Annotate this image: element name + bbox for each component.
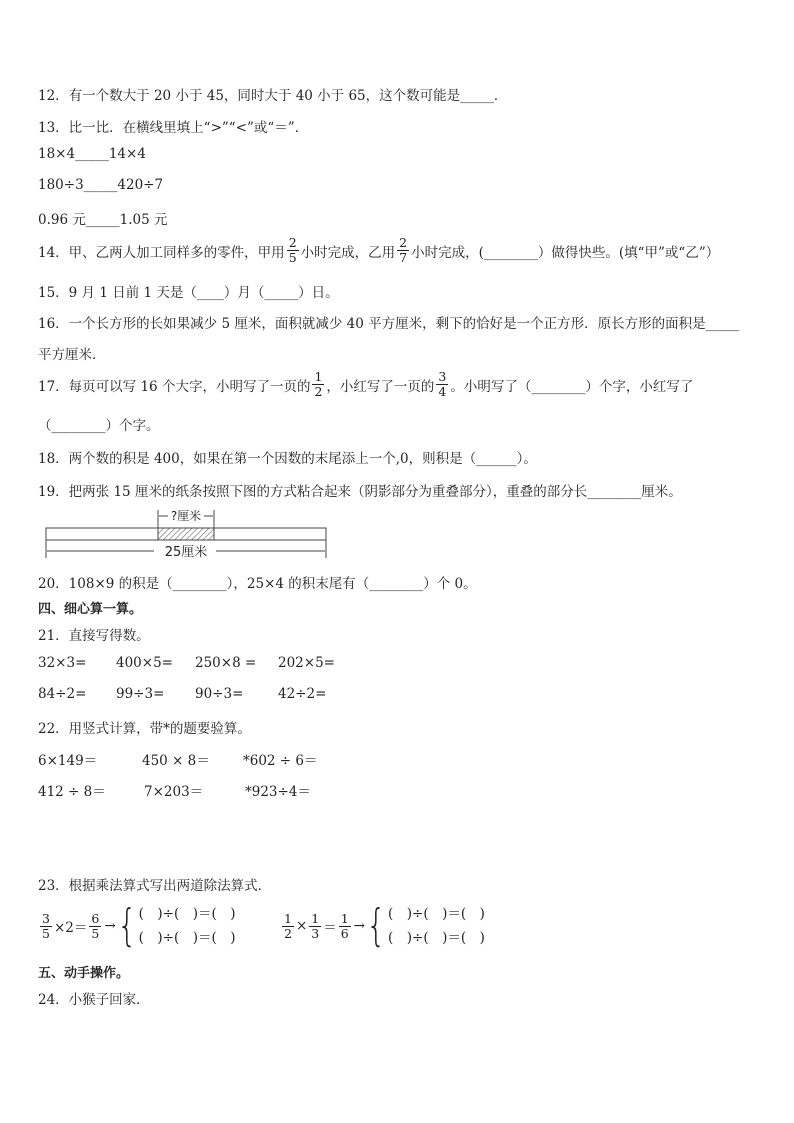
- fraction: $\frac{3}{4}$: [438, 369, 447, 399]
- vertical-calc: 450 × 8＝: [142, 753, 210, 769]
- arrow-icon: →: [104, 918, 116, 934]
- question-24: 24．小猴子回家．: [38, 992, 150, 1008]
- question-13: 13．比一比．在横线里填上“>”“<”或“＝”．: [38, 120, 309, 136]
- paper-strip-diagram: [44, 506, 334, 562]
- section-5-heading: 五、动手操作。: [38, 966, 130, 981]
- fraction: $\frac{6}{5}$: [91, 910, 100, 941]
- blank-row: ( )÷( )＝( ): [387, 930, 485, 946]
- question-16-cont: 平方厘米．: [38, 347, 106, 363]
- oral-calc: 250×8 =: [195, 655, 257, 671]
- oral-calc: 84÷2=: [38, 686, 87, 702]
- q23-left-group: $\frac{3}{5}$ ×2＝ $\frac{6}{5}$ → { ( )÷( )＝( ) ( )÷( )＝( ): [42, 900, 236, 951]
- question-18: 18．两个数的积是 400，如果在第一个因数的末尾添上一个,0，则积是（______）。: [38, 451, 537, 467]
- blank-row: ( )÷( )＝( ): [138, 906, 236, 922]
- question-21: 21．直接写得数。: [38, 628, 150, 644]
- brace-icon: {: [366, 900, 386, 951]
- oral-calc: 99÷3=: [116, 686, 165, 702]
- fraction: $\frac{3}{5}$: [42, 910, 50, 941]
- q13-item-3: 0.96 元_____1.05 元: [38, 212, 168, 228]
- vertical-calc: *602 ÷ 6＝: [243, 753, 318, 769]
- oral-calc: 32×3=: [38, 655, 87, 671]
- fraction: $\frac{1}{6}$: [340, 910, 349, 941]
- oral-calc: 400×5=: [116, 655, 173, 671]
- overlap-label: ?厘米: [170, 509, 202, 523]
- brace-icon: {: [116, 900, 137, 951]
- vertical-calc: 7×203＝: [144, 784, 204, 800]
- question-15: 15．9 月 1 日前 1 天是（____）月（_____）日。: [38, 285, 339, 301]
- fraction: $\frac{1}{2}$: [284, 910, 292, 941]
- vertical-calc: *923÷4＝: [245, 784, 311, 800]
- arrow-icon: →: [353, 918, 365, 934]
- vertical-calc: 6×149＝: [38, 753, 98, 769]
- question-17-cont: （________）个字。: [38, 418, 160, 434]
- question-22: 22．用竖式计算，带*的题要验算。: [38, 721, 251, 737]
- q13-item-1: 18×4_____14×4: [38, 146, 146, 162]
- q13-item-2: 180÷3_____420÷7: [38, 177, 164, 193]
- total-label: 25厘米: [164, 545, 208, 560]
- oral-calc: 42÷2=: [278, 686, 327, 702]
- question-20: 20．108×9 的积是（________），25×4 的积末尾有（________）个 0。: [38, 576, 477, 592]
- question-23: 23．根据乘法算式写出两道除法算式．: [38, 878, 272, 894]
- question-17: 17．每页可以写 16 个大字，小明写了一页的 $\frac{1}{2}$ ，小红写了一页的 $\frac{3}{4}$ 。小明写了（________）个字，小红写了: [38, 369, 694, 399]
- fraction: $\frac{1}{2}$: [314, 369, 323, 399]
- overlap-shaded: [158, 528, 214, 540]
- q23-right-group: $\frac{1}{2}$ × $\frac{1}{3}$ ＝ $\frac{1}{6}$ → { ( )÷( )＝( ) ( )÷( )＝( ): [284, 900, 485, 951]
- oral-calc: 90÷3=: [195, 686, 244, 702]
- oral-calc: 202×5=: [278, 655, 335, 671]
- blank-row: ( )÷( )＝( ): [387, 906, 485, 922]
- vertical-calc: 412 ÷ 8＝: [38, 784, 106, 800]
- question-14: 14．甲、乙两人加工同样多的零件，甲用 $\frac{2}{5}$ 小时完成，乙用 $\frac{2}{7}$ 小时完成，(________）做得快些。(填“甲”或“乙”）: [38, 235, 720, 265]
- section-4-heading: 四、细心算一算。: [38, 602, 143, 617]
- fraction: $\frac{2}{5}$: [288, 235, 297, 265]
- question-19: 19．把两张 15 厘米的纸条按照下图的方式粘合起来（阴影部分为重叠部分），重叠的部分长________厘米。: [38, 484, 682, 500]
- blank-row: ( )÷( )＝( ): [138, 930, 236, 946]
- fraction: $\frac{2}{7}$: [399, 235, 408, 265]
- question-12: 12．有一个数大于 20 小于 45，同时大于 40 小于 65，这个数可能是_____．: [38, 88, 508, 104]
- fraction: $\frac{1}{3}$: [311, 910, 320, 941]
- question-16: 16．一个长方形的长如果减少 5 厘米，面积就减少 40 平方厘米，剩下的恰好是一个正方形．原长方形的面积是_____: [38, 316, 740, 332]
